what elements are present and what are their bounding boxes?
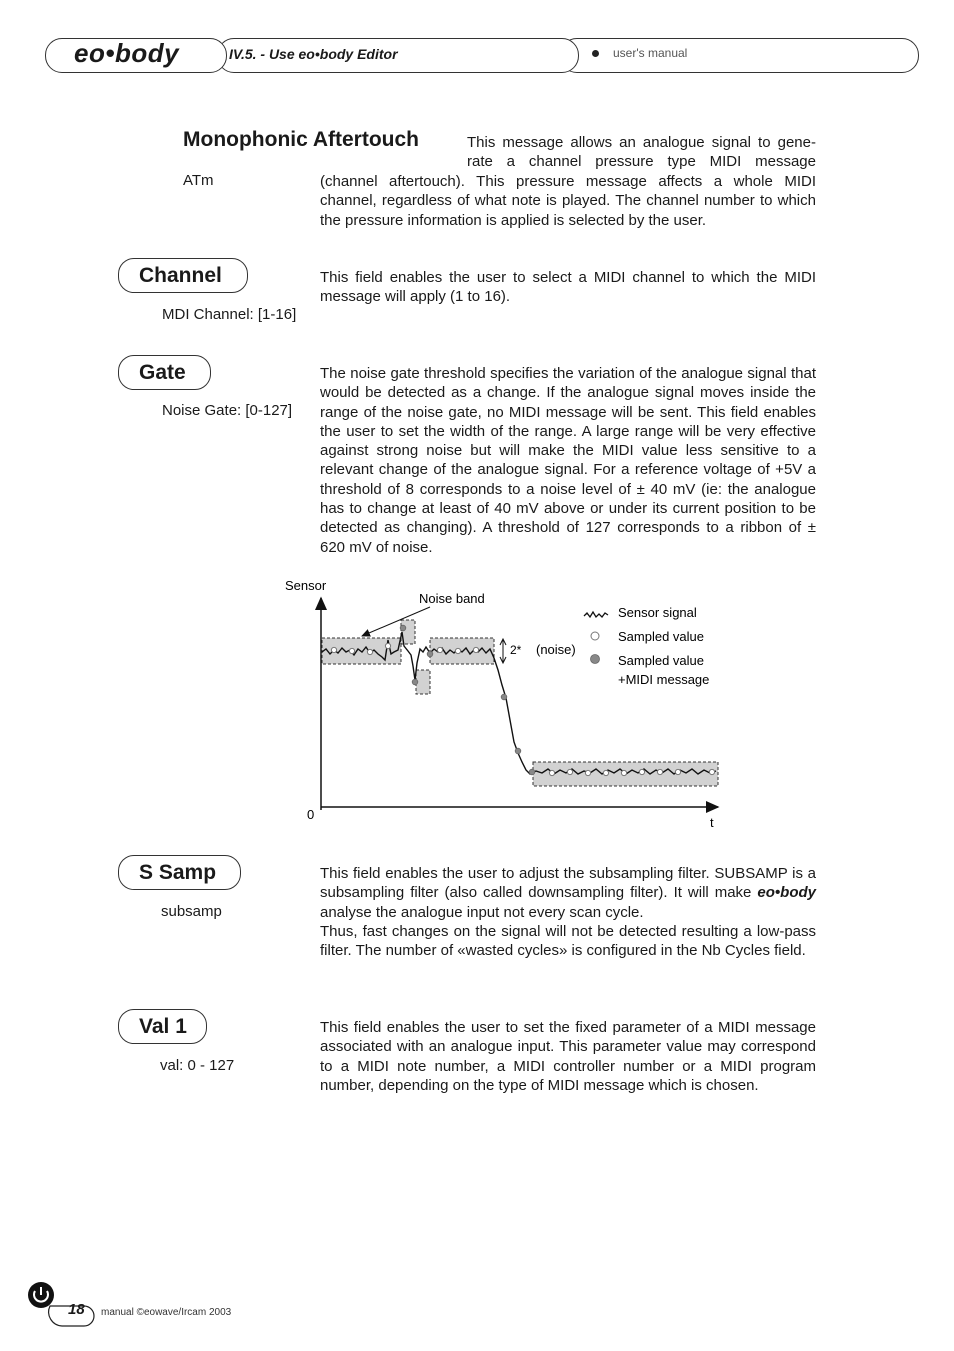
section-title-monophonic: Monophonic Aftertouch xyxy=(183,128,420,151)
sampled-value-point xyxy=(675,769,680,774)
footer-logo xyxy=(26,1280,98,1332)
sensor-signal-legend-icon xyxy=(584,612,608,617)
sampled-value-point xyxy=(603,770,608,775)
monophonic-body: (channel aftertouch). This pressure message affects a whole MIDI channel, regardless of what note is played. The channel number to which the pressure information is applied is selected by the user. xyxy=(320,173,816,229)
sampled-value-point xyxy=(367,649,372,654)
sampled-value-point xyxy=(709,769,714,774)
sampled-value-point xyxy=(455,648,460,653)
section-tag-channel: MDI Channel: [1-16] xyxy=(162,306,297,323)
val1-body: This field enables the user to set the fixed parameter of a MIDI message associated with an analogue input. This parameter value may correspond to a MIDI note number, a MIDI controller number or a MIDI program number, depending on the type of MIDI message which is chosen. xyxy=(320,1019,816,1094)
noise-gate-diagram xyxy=(270,570,740,840)
sampled-value-point xyxy=(385,643,390,648)
ssamp-body-b: analyse the analogue input not every scan cycle. xyxy=(320,903,644,921)
sampled-value-point xyxy=(349,648,354,653)
y-axis-label: Sensor xyxy=(285,578,327,593)
manual-label-tab xyxy=(560,38,919,73)
ssamp-body xyxy=(320,864,816,960)
sampled-midi-legend-icon xyxy=(591,655,600,664)
sampled-value-point xyxy=(473,647,478,652)
band-marker-label: 2* xyxy=(510,643,522,657)
gate-body: The noise gate threshold specifies the variation of the analogue signal that would be detected as a change. If the analogue signal moves inside the range of the noise gate, no MIDI message will be sent. This field enables the user to set the width of the range. A large range will be very effective against strong noise but will make the MIDI value less sensitive to a relevant change of the analogue signal. For a reference voltage of +5V a threshold of 8 corresponds to a noise level of ± 40 mV (ie: the analogue has to change at least of 40 mV above or under its current position to be detected as changing). A threshold of 127 corresponds to a ribbon of ± 620 mV of noise. xyxy=(320,365,816,556)
ssamp-body-em: eo•body xyxy=(757,884,816,902)
sampled-value-point xyxy=(331,647,336,652)
section-title-ssamp: S Samp xyxy=(118,855,241,890)
bullet-icon xyxy=(592,50,599,57)
section-tag-gate: Noise Gate: [0-127] xyxy=(162,402,293,419)
sampled-value-point xyxy=(567,769,572,774)
section-tag-val1: val: 0 - 127 xyxy=(160,1057,235,1074)
noise-label: (noise) xyxy=(536,642,576,657)
noise-band-label: Noise band xyxy=(419,591,485,606)
sampled-value-point xyxy=(549,770,554,775)
sampled-value-point xyxy=(639,769,644,774)
sampled-value-point xyxy=(585,770,590,775)
sampled-midi-point xyxy=(515,748,521,754)
x-axis-label: t xyxy=(710,815,714,830)
legend-signal: Sensor signal xyxy=(618,605,697,620)
section-title-channel: Channel xyxy=(118,258,248,293)
sampled-legend-icon xyxy=(591,632,599,640)
sampled-value-point xyxy=(657,769,662,774)
origin-label: 0 xyxy=(307,807,315,822)
section-tag-ssamp: subsamp xyxy=(161,903,222,920)
sampled-value-point xyxy=(437,647,442,652)
section-title-gate: Gate xyxy=(118,355,211,390)
legend-sampled-midi-2: +MIDI message xyxy=(618,672,710,687)
chapter-tab xyxy=(217,38,579,73)
sampled-midi-point xyxy=(400,625,406,631)
noise-band-pointer xyxy=(362,607,430,636)
legend-sampled: Sampled value xyxy=(618,629,704,644)
monophonic-intro-line2: rate a channel pressure type MIDI message xyxy=(467,153,816,170)
channel-body: This field enables the user to select a MIDI channel to which the MIDI message will apply (1 to 16). xyxy=(320,269,816,306)
monophonic-intro-line1: This message allows an analogue signal to gene- xyxy=(467,134,816,151)
section-tag-monophonic: ATm xyxy=(183,172,214,189)
header-logo xyxy=(45,38,227,73)
page-number: 18 xyxy=(68,1301,85,1318)
sampled-midi-point xyxy=(501,694,507,700)
legend-sampled-midi-1: Sampled value xyxy=(618,653,704,668)
sampled-value-point xyxy=(621,770,626,775)
sampled-midi-point xyxy=(427,651,433,657)
sampled-midi-point xyxy=(412,679,418,685)
sampled-midi-point xyxy=(529,769,535,775)
ssamp-body-c: Thus, fast changes on the signal will not be detected resulting a low-pass filter. The number of «wasted cycles» is configured in the Nb Cycles field. xyxy=(320,922,816,960)
section-title-val1: Val 1 xyxy=(118,1009,207,1044)
footer-copyright: manual ©eowave/Ircam 2003 xyxy=(101,1307,232,1318)
chapter-title: IV.5. - Use eo•body Editor xyxy=(229,46,398,62)
manual-label: user's manual xyxy=(613,46,688,60)
ssamp-body-a: This field enables the user to adjust the subsampling filter. SUBSAMP is a subsampling filter (also called downsampling filter). It will make xyxy=(320,865,816,902)
logo-text: eo•body xyxy=(74,38,180,68)
